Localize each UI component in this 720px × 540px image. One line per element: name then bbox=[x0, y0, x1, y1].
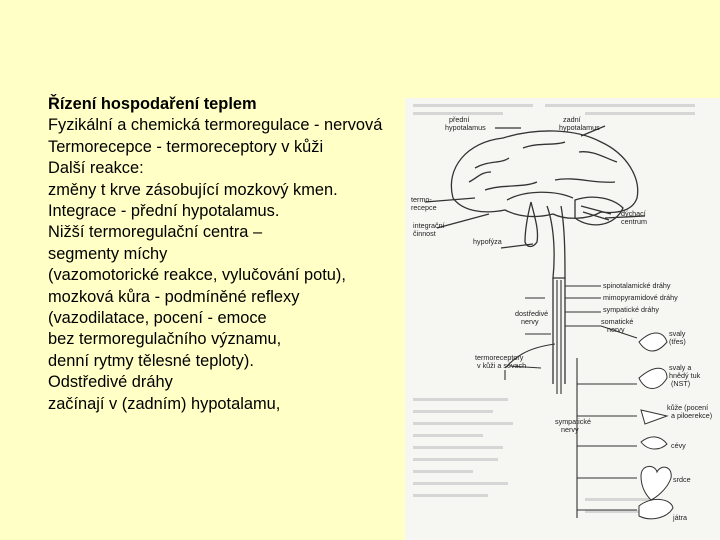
label-somaticke-1: somatické bbox=[601, 317, 634, 326]
label-dostredive-2: nervy bbox=[521, 317, 539, 326]
text-line: Odstředivé dráhy bbox=[48, 373, 173, 392]
figure-paper bbox=[405, 98, 720, 540]
label-zadni-hypotalamus-1: zadní bbox=[563, 115, 581, 124]
slide-heading: Řízení hospodaření teplem bbox=[48, 95, 257, 113]
label-zadni-hypotalamus-2: hypotalamus bbox=[559, 123, 600, 132]
label-termorecepce-1: termo- bbox=[411, 195, 432, 204]
label-dychaci-2: centrum bbox=[621, 217, 647, 226]
label-sympaticke-drahy: sympatické dráhy bbox=[603, 305, 659, 314]
text-line: Fyzikální a chemická termoregulace - nervová bbox=[48, 116, 383, 135]
text-line: Další reakce: bbox=[48, 159, 144, 178]
label-mimopyramidove: mimopyramidové dráhy bbox=[603, 293, 678, 302]
text-line: denní rytmy tělesné teploty). bbox=[48, 351, 254, 370]
thermoregulation-diagram bbox=[405, 98, 720, 540]
label-integracni-2: činnost bbox=[413, 229, 436, 238]
slide-text-block bbox=[48, 94, 448, 415]
text-line: začínají v (zadním) hypotalamu, bbox=[48, 394, 281, 413]
label-sympaticke-nervy-1: sympatické bbox=[555, 417, 591, 426]
text-line: Nižší termoregulační centra – bbox=[48, 223, 263, 242]
label-svaly-tres-1: svaly bbox=[669, 329, 686, 338]
text-line: mozková kůra - podmíněné reflexy bbox=[48, 287, 300, 306]
label-somaticke-2: nervy bbox=[607, 325, 625, 334]
label-spinotalamicke: spinotalamické dráhy bbox=[603, 281, 671, 290]
label-svaly-tuk-3: (NST) bbox=[671, 379, 691, 388]
label-svaly-tuk-2: hnědý tuk bbox=[669, 371, 701, 380]
label-cevy: cévy bbox=[671, 441, 686, 450]
text-line: Termorecepce - termoreceptory v kůži bbox=[48, 137, 324, 156]
label-svaly-tuk-1: svaly a bbox=[669, 363, 692, 372]
label-sympaticke-nervy-2: nervy bbox=[561, 425, 579, 434]
label-hypofyza: hypofýza bbox=[473, 237, 502, 246]
label-jatra: játra bbox=[673, 513, 687, 522]
text-line: segmenty míchy bbox=[48, 244, 168, 263]
label-predni-hypotalamus-2: hypotalamus bbox=[445, 123, 486, 132]
label-srdce: srdce bbox=[673, 475, 691, 484]
label-dychaci-1: dýchací bbox=[621, 209, 646, 218]
label-kuze-2: a piloerekce) bbox=[671, 411, 713, 420]
text-line: Integrace - přední hypotalamus. bbox=[48, 202, 280, 221]
text-line: změny t krve zásobující mozkový kmen. bbox=[48, 180, 338, 199]
label-termorecepce-2: recepce bbox=[411, 203, 437, 212]
label-termoreceptory-2: v kůži a sévach bbox=[477, 361, 527, 370]
label-integracni-1: integrační bbox=[413, 221, 445, 230]
text-line: bez termoregulačního významu, bbox=[48, 330, 282, 349]
text-line: (vazomotorické reakce, vylučování potu), bbox=[48, 266, 346, 285]
label-termoreceptory-1: termoreceptory bbox=[475, 353, 524, 362]
diagram-svg bbox=[405, 98, 720, 540]
label-svaly-tres-2: (třes) bbox=[669, 337, 686, 346]
label-kuze-1: kůže (pocení bbox=[667, 403, 709, 412]
label-dostredive-1: dostředivé bbox=[515, 309, 549, 318]
label-predni-hypotalamus-1: přední bbox=[449, 115, 470, 124]
text-line: (vazodilatace, pocení - emoce bbox=[48, 309, 267, 328]
